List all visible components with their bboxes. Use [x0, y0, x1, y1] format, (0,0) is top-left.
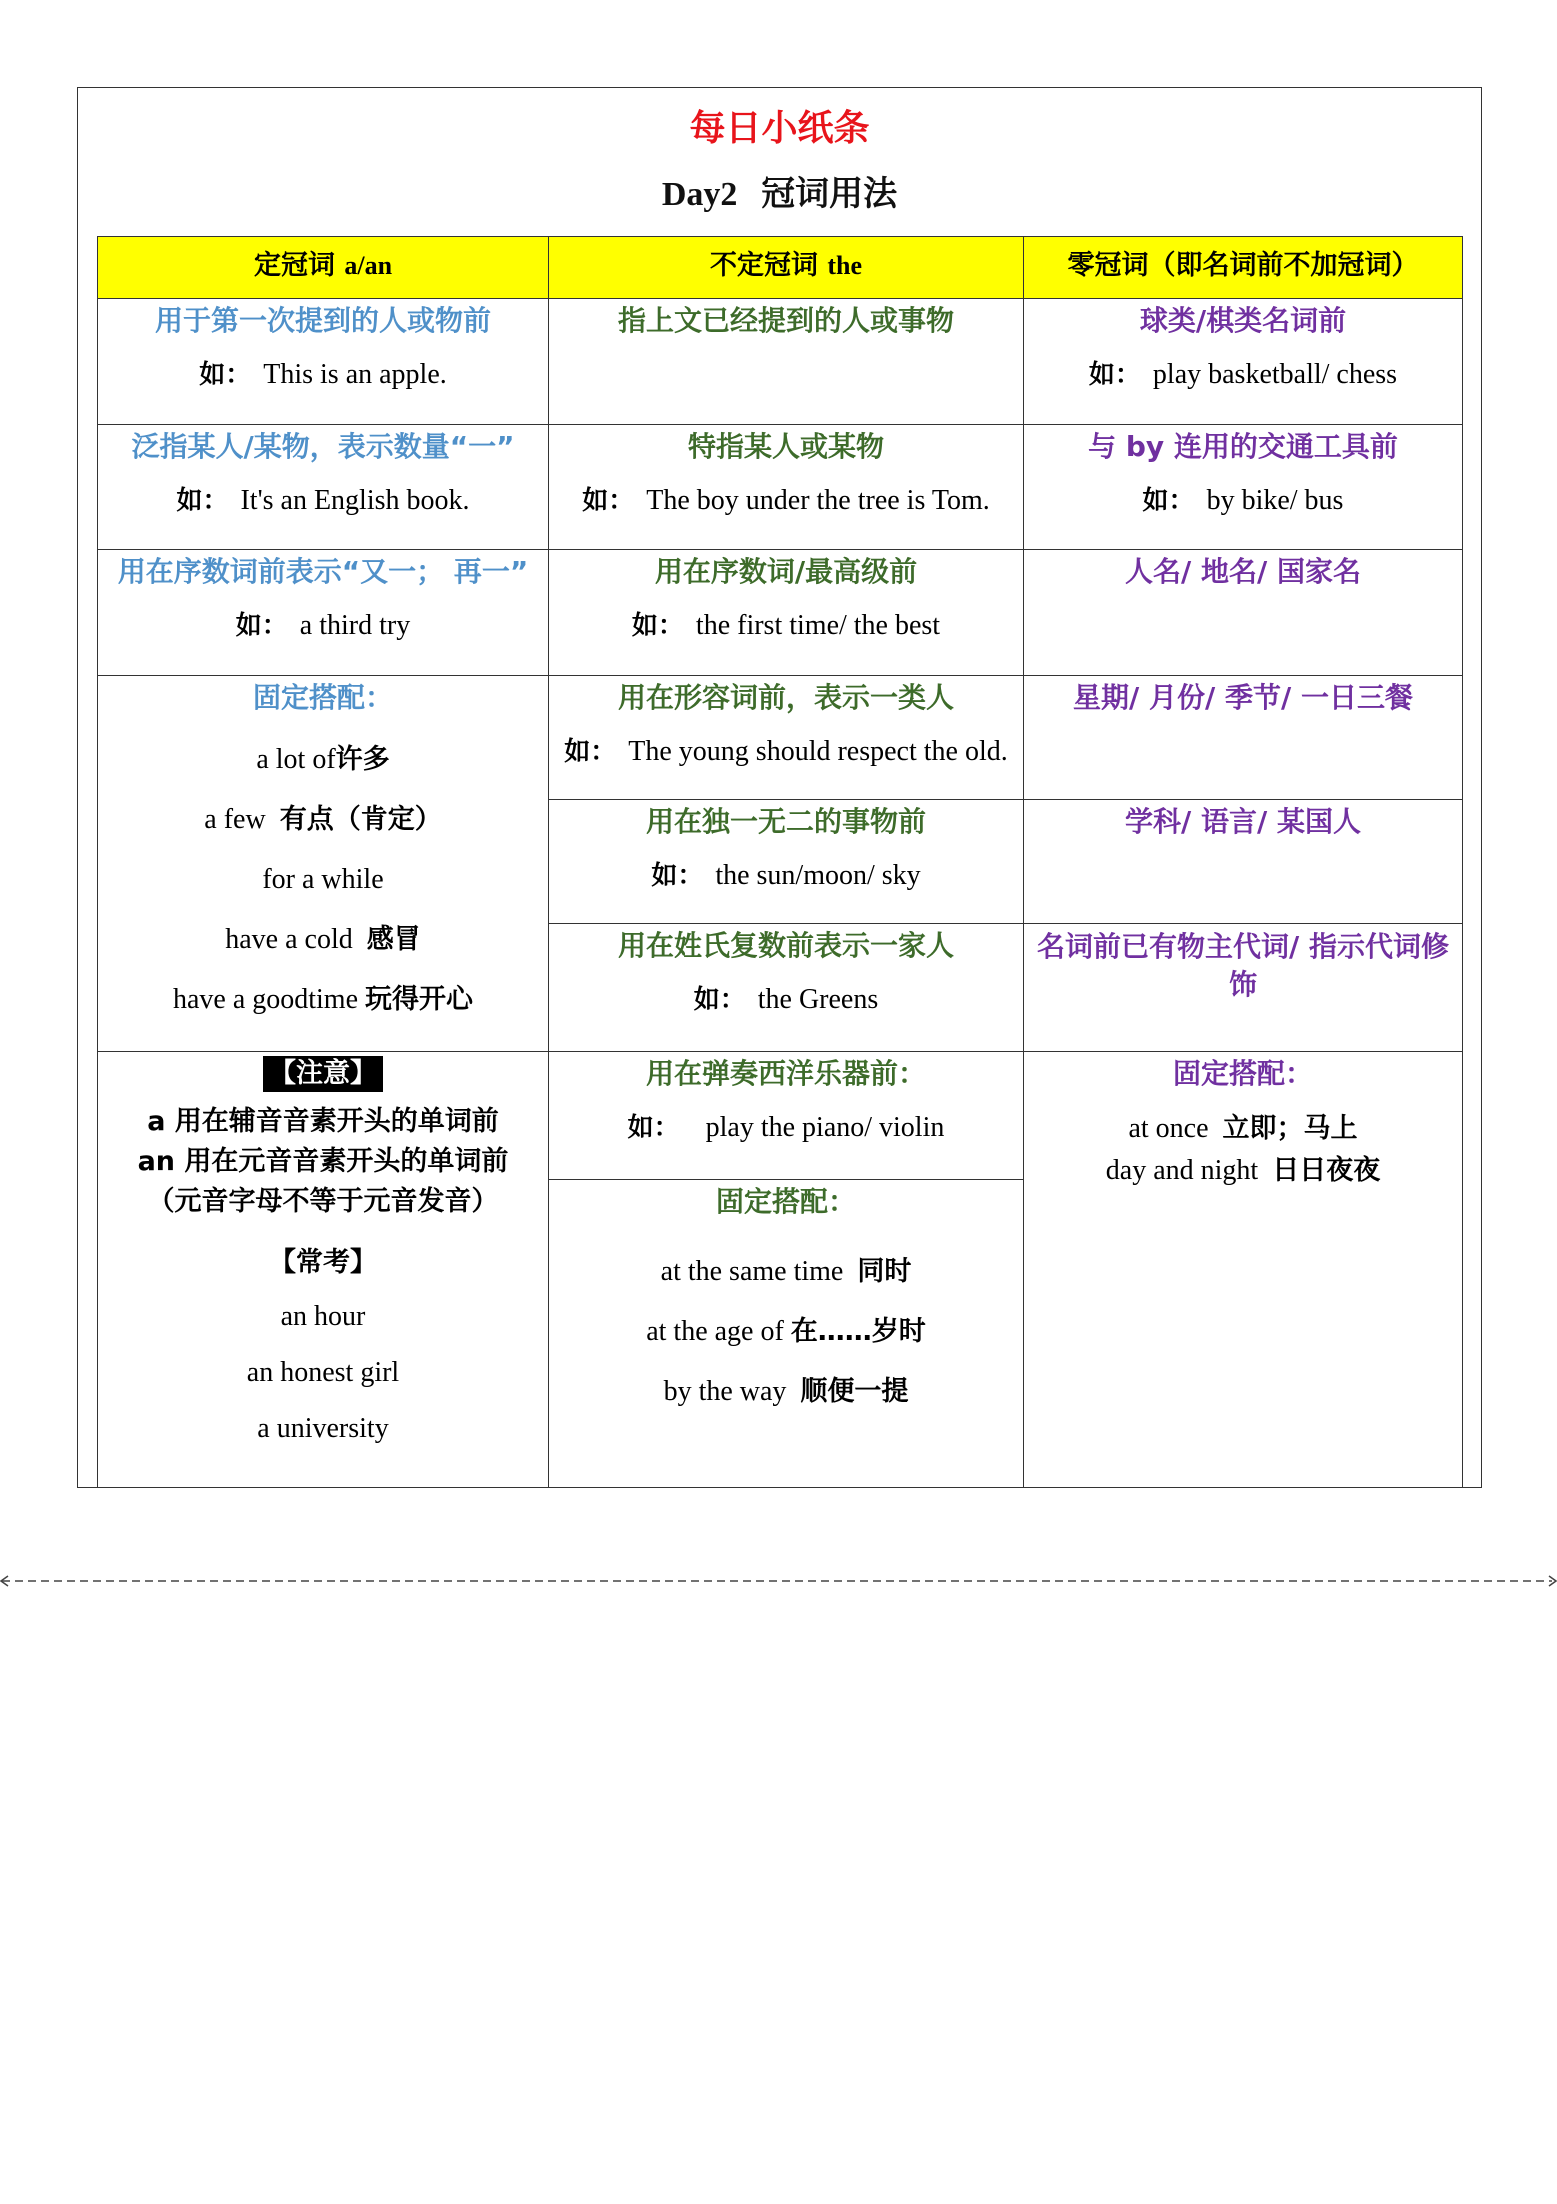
col3-row1	[1023, 298, 1463, 425]
col2-row6	[548, 923, 1024, 1052]
col2-row3	[548, 549, 1024, 676]
col2-row7	[548, 1051, 1024, 1180]
col2-row2-example: 如： The boy under the tree is Tom.	[582, 485, 990, 516]
col2-fixed-heading: 固定搭配：	[715, 1185, 856, 1218]
col3-row2-example: 如： by bike/ bus	[1142, 485, 1344, 516]
col2-fixed-item: by the way 顺便一提	[663, 1376, 909, 1407]
col1-fixed-collocations	[97, 675, 549, 1052]
col1-fixed-item: a few 有点（肯定）	[204, 804, 442, 835]
header-col2-zh: 不定冠词	[709, 250, 818, 281]
col2-row5-example: 如： the sun/moon/ sky	[651, 860, 921, 891]
col3-fixed-item: at once 立即；马上	[1128, 1113, 1358, 1144]
col3-row1-rule: 球类/棋类名词前	[1139, 304, 1347, 337]
col2-fixed-item: at the same time 同时	[660, 1256, 912, 1287]
col3-fixed-item: day and night 日日夜夜	[1105, 1155, 1381, 1186]
col2-row4-rule: 用在形容词前，表示一类人	[617, 681, 954, 714]
col1-fixed-heading: 固定搭配：	[252, 681, 393, 714]
col2-row4-example: 如： The young should respect the old.	[564, 736, 1008, 767]
page-title: 每日小纸条	[689, 108, 870, 149]
col3-row5-rule: 学科/ 语言/ 某国人	[1125, 805, 1361, 838]
subtitle-topic: 冠词用法	[761, 174, 898, 214]
col3-row5	[1023, 799, 1463, 924]
col1-row1-rule: 用于第一次提到的人或物前	[154, 304, 491, 337]
col1-row3	[97, 549, 549, 676]
col3-row1-example: 如： play basketball/ chess	[1088, 359, 1398, 390]
col3-row6	[1023, 923, 1463, 1052]
note-example: a university	[257, 1413, 389, 1444]
col3-row3-rule: 人名/ 地名/ 国家名	[1125, 555, 1361, 588]
note-label: 【注意】	[263, 1056, 383, 1092]
cut-line	[0, 1575, 1557, 1587]
note-line-3: （元音字母不等于元音发音）	[147, 1186, 499, 1217]
col2-row7-example: 如： play the piano/ violin	[627, 1112, 945, 1143]
col1-row2-example: 如： It's an English book.	[176, 485, 470, 516]
col1-row3-rule: 用在序数词前表示“又一； 再一”	[117, 555, 529, 588]
col1-note	[97, 1051, 549, 1488]
col2-row2	[548, 424, 1024, 550]
col1-row1	[97, 298, 549, 425]
header-col3	[1023, 236, 1463, 299]
col2-row5-rule: 用在独一无二的事物前	[645, 805, 926, 838]
col3-fixed-collocations	[1023, 1051, 1463, 1488]
col2-fixed-item: at the age of 在……岁时	[646, 1316, 926, 1347]
col1-row2	[97, 424, 549, 550]
subtitle-day: Day2	[661, 176, 738, 213]
col2-row1	[548, 298, 1024, 425]
note-example: an honest girl	[246, 1357, 400, 1388]
col2-row1-rule: 指上文已经提到的人或事物	[617, 304, 954, 337]
header-col1	[97, 236, 549, 299]
col1-fixed-item: have a cold 感冒	[225, 924, 421, 955]
col3-row3	[1023, 549, 1463, 676]
header-col3-text: 零冠词（即名词前不加冠词）	[1067, 250, 1419, 281]
note-line-1: a 用在辅音音素开头的单词前	[147, 1106, 499, 1137]
col3-fixed-heading: 固定搭配：	[1172, 1057, 1313, 1090]
col3-row6-rule: 名词前已有物主代词/ 指示代词修饰	[1037, 930, 1449, 1001]
col1-fixed-item: a lot of许多	[256, 744, 390, 775]
col1-row2-rule: 泛指某人/某物，表示数量“一”	[131, 430, 515, 463]
col1-row3-example: 如： a third try	[235, 610, 411, 641]
page-subtitle	[78, 166, 1481, 215]
col2-row6-rule: 用在姓氏复数前表示一家人	[617, 929, 954, 962]
col3-row4	[1023, 675, 1463, 800]
col2-row5	[548, 799, 1024, 924]
common-label: 【常考】	[269, 1247, 377, 1278]
col3-row4-rule: 星期/ 月份/ 季节/ 一日三餐	[1073, 681, 1413, 714]
col2-row3-rule: 用在序数词/最高级前	[654, 555, 918, 588]
header-col1-zh: 定冠词	[253, 250, 335, 281]
col2-row6-example: 如： the Greens	[693, 984, 879, 1015]
col2-row3-example: 如： the first time/ the best	[631, 610, 941, 641]
col1-fixed-item: for a while	[262, 864, 384, 895]
note-example: an hour	[280, 1301, 366, 1332]
col3-row2	[1023, 424, 1463, 550]
header-col2	[548, 236, 1024, 299]
col2-row7-rule: 用在弹奏西洋乐器前：	[645, 1057, 926, 1090]
col2-row4	[548, 675, 1024, 800]
col2-row2-rule: 特指某人或某物	[687, 430, 884, 463]
col1-row1-example: 如： This is an apple.	[199, 359, 447, 390]
header-col2-en: the	[827, 251, 863, 280]
header-col1-en: a/an	[344, 251, 393, 280]
col1-fixed-item: have a goodtime 玩得开心	[172, 984, 474, 1015]
col2-fixed-collocations	[548, 1179, 1024, 1488]
col3-row2-rule: 与 by 连用的交通工具前	[1088, 430, 1398, 463]
note-line-2: an 用在元音音素开头的单词前	[137, 1146, 509, 1177]
